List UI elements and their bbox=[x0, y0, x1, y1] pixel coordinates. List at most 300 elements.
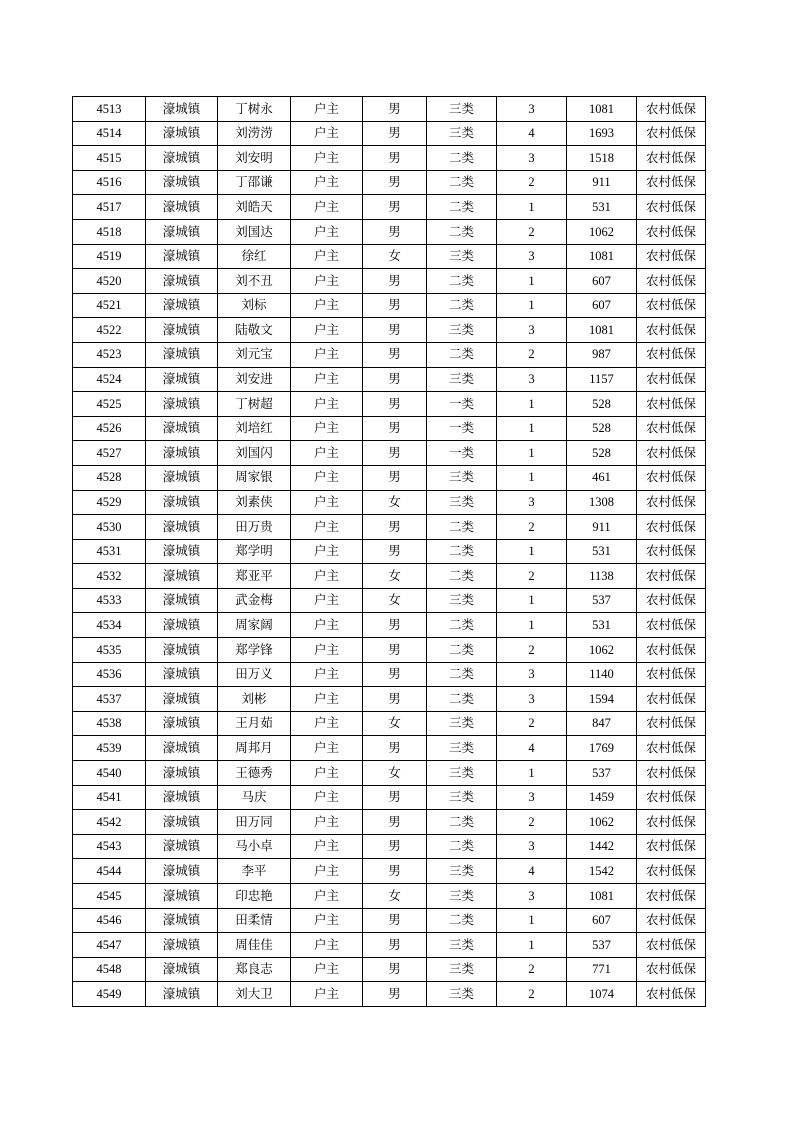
serial-number-cell: 4534 bbox=[73, 613, 146, 638]
gender-cell: 男 bbox=[363, 957, 427, 982]
amount-cell: 461 bbox=[567, 465, 637, 490]
serial-number-cell: 4513 bbox=[73, 97, 146, 122]
gender-cell: 男 bbox=[363, 785, 427, 810]
category-cell: 三类 bbox=[427, 121, 497, 146]
assistance-type-cell: 农村低保 bbox=[637, 515, 706, 540]
relation-cell: 户主 bbox=[291, 957, 363, 982]
serial-number-cell: 4522 bbox=[73, 318, 146, 343]
category-cell: 三类 bbox=[427, 785, 497, 810]
gender-cell: 男 bbox=[363, 293, 427, 318]
table-row bbox=[73, 711, 706, 736]
household-size-cell: 1 bbox=[497, 588, 567, 613]
gender-cell: 男 bbox=[363, 687, 427, 712]
relation-cell: 户主 bbox=[291, 97, 363, 122]
table-row bbox=[73, 982, 706, 1007]
gender-cell: 男 bbox=[363, 219, 427, 244]
category-cell: 二类 bbox=[427, 662, 497, 687]
amount-cell: 528 bbox=[567, 416, 637, 441]
serial-number-cell: 4523 bbox=[73, 342, 146, 367]
assistance-type-cell: 农村低保 bbox=[637, 342, 706, 367]
serial-number-cell: 4524 bbox=[73, 367, 146, 392]
amount-cell: 528 bbox=[567, 441, 637, 466]
town-cell: 濠城镇 bbox=[146, 539, 218, 564]
assistance-type-cell: 农村低保 bbox=[637, 392, 706, 417]
category-cell: 二类 bbox=[427, 834, 497, 859]
amount-cell: 847 bbox=[567, 711, 637, 736]
amount-cell: 1081 bbox=[567, 318, 637, 343]
town-cell: 濠城镇 bbox=[146, 146, 218, 171]
household-size-cell: 1 bbox=[497, 293, 567, 318]
amount-cell: 1140 bbox=[567, 662, 637, 687]
town-cell: 濠城镇 bbox=[146, 441, 218, 466]
category-cell: 二类 bbox=[427, 219, 497, 244]
table-row bbox=[73, 490, 706, 515]
assistance-type-cell: 农村低保 bbox=[637, 195, 706, 220]
serial-number-cell: 4532 bbox=[73, 564, 146, 589]
household-size-cell: 1 bbox=[497, 392, 567, 417]
table-row bbox=[73, 367, 706, 392]
name-cell: 郑学明 bbox=[218, 539, 291, 564]
relation-cell: 户主 bbox=[291, 884, 363, 909]
gender-cell: 男 bbox=[363, 170, 427, 195]
table-row bbox=[73, 662, 706, 687]
relation-cell: 户主 bbox=[291, 785, 363, 810]
category-cell: 三类 bbox=[427, 244, 497, 269]
household-size-cell: 1 bbox=[497, 416, 567, 441]
relation-cell: 户主 bbox=[291, 269, 363, 294]
assistance-type-cell: 农村低保 bbox=[637, 785, 706, 810]
household-size-cell: 3 bbox=[497, 146, 567, 171]
relation-cell: 户主 bbox=[291, 711, 363, 736]
name-cell: 田万贵 bbox=[218, 515, 291, 540]
name-cell: 周邦月 bbox=[218, 736, 291, 761]
household-size-cell: 2 bbox=[497, 638, 567, 663]
town-cell: 濠城镇 bbox=[146, 293, 218, 318]
category-cell: 三类 bbox=[427, 367, 497, 392]
amount-cell: 771 bbox=[567, 957, 637, 982]
relation-cell: 户主 bbox=[291, 244, 363, 269]
amount-cell: 911 bbox=[567, 170, 637, 195]
town-cell: 濠城镇 bbox=[146, 736, 218, 761]
town-cell: 濠城镇 bbox=[146, 834, 218, 859]
assistance-type-cell: 农村低保 bbox=[637, 982, 706, 1007]
name-cell: 丁树超 bbox=[218, 392, 291, 417]
name-cell: 丁邵谦 bbox=[218, 170, 291, 195]
name-cell: 刘国达 bbox=[218, 219, 291, 244]
household-size-cell: 1 bbox=[497, 269, 567, 294]
amount-cell: 1157 bbox=[567, 367, 637, 392]
table-body bbox=[73, 97, 706, 1007]
household-size-cell: 3 bbox=[497, 662, 567, 687]
serial-number-cell: 4540 bbox=[73, 761, 146, 786]
serial-number-cell: 4529 bbox=[73, 490, 146, 515]
name-cell: 刘素侠 bbox=[218, 490, 291, 515]
household-size-cell: 3 bbox=[497, 785, 567, 810]
assistance-type-cell: 农村低保 bbox=[637, 465, 706, 490]
assistance-type-cell: 农村低保 bbox=[637, 736, 706, 761]
town-cell: 濠城镇 bbox=[146, 318, 218, 343]
assistance-type-cell: 农村低保 bbox=[637, 638, 706, 663]
amount-cell: 531 bbox=[567, 539, 637, 564]
amount-cell: 537 bbox=[567, 761, 637, 786]
relation-cell: 户主 bbox=[291, 564, 363, 589]
category-cell: 三类 bbox=[427, 97, 497, 122]
category-cell: 二类 bbox=[427, 564, 497, 589]
relation-cell: 户主 bbox=[291, 293, 363, 318]
name-cell: 丁树永 bbox=[218, 97, 291, 122]
gender-cell: 男 bbox=[363, 367, 427, 392]
amount-cell: 607 bbox=[567, 293, 637, 318]
amount-cell: 607 bbox=[567, 269, 637, 294]
amount-cell: 1594 bbox=[567, 687, 637, 712]
assistance-type-cell: 农村低保 bbox=[637, 97, 706, 122]
gender-cell: 男 bbox=[363, 269, 427, 294]
household-size-cell: 1 bbox=[497, 441, 567, 466]
table-row bbox=[73, 318, 706, 343]
relation-cell: 户主 bbox=[291, 170, 363, 195]
assistance-type-cell: 农村低保 bbox=[637, 933, 706, 958]
category-cell: 二类 bbox=[427, 293, 497, 318]
relation-cell: 户主 bbox=[291, 613, 363, 638]
household-size-cell: 3 bbox=[497, 490, 567, 515]
name-cell: 武金梅 bbox=[218, 588, 291, 613]
gender-cell: 男 bbox=[363, 97, 427, 122]
category-cell: 一类 bbox=[427, 416, 497, 441]
household-size-cell: 4 bbox=[497, 121, 567, 146]
category-cell: 三类 bbox=[427, 490, 497, 515]
gender-cell: 男 bbox=[363, 859, 427, 884]
table-row bbox=[73, 785, 706, 810]
amount-cell: 607 bbox=[567, 908, 637, 933]
serial-number-cell: 4546 bbox=[73, 908, 146, 933]
town-cell: 濠城镇 bbox=[146, 613, 218, 638]
category-cell: 三类 bbox=[427, 933, 497, 958]
town-cell: 濠城镇 bbox=[146, 785, 218, 810]
category-cell: 三类 bbox=[427, 884, 497, 909]
household-size-cell: 3 bbox=[497, 884, 567, 909]
serial-number-cell: 4519 bbox=[73, 244, 146, 269]
name-cell: 田柔情 bbox=[218, 908, 291, 933]
town-cell: 濠城镇 bbox=[146, 933, 218, 958]
name-cell: 刘元宝 bbox=[218, 342, 291, 367]
assistance-type-cell: 农村低保 bbox=[637, 416, 706, 441]
assistance-type-cell: 农村低保 bbox=[637, 588, 706, 613]
amount-cell: 1308 bbox=[567, 490, 637, 515]
relation-cell: 户主 bbox=[291, 342, 363, 367]
gender-cell: 男 bbox=[363, 146, 427, 171]
name-cell: 刘标 bbox=[218, 293, 291, 318]
category-cell: 一类 bbox=[427, 441, 497, 466]
table-row bbox=[73, 170, 706, 195]
amount-cell: 1081 bbox=[567, 244, 637, 269]
household-size-cell: 2 bbox=[497, 170, 567, 195]
relation-cell: 户主 bbox=[291, 859, 363, 884]
town-cell: 濠城镇 bbox=[146, 810, 218, 835]
gender-cell: 男 bbox=[363, 465, 427, 490]
name-cell: 刘不丑 bbox=[218, 269, 291, 294]
category-cell: 三类 bbox=[427, 859, 497, 884]
serial-number-cell: 4517 bbox=[73, 195, 146, 220]
category-cell: 二类 bbox=[427, 908, 497, 933]
gender-cell: 男 bbox=[363, 810, 427, 835]
name-cell: 印忠艳 bbox=[218, 884, 291, 909]
table-row bbox=[73, 687, 706, 712]
serial-number-cell: 4543 bbox=[73, 834, 146, 859]
town-cell: 濠城镇 bbox=[146, 342, 218, 367]
gender-cell: 男 bbox=[363, 982, 427, 1007]
town-cell: 濠城镇 bbox=[146, 392, 218, 417]
serial-number-cell: 4516 bbox=[73, 170, 146, 195]
table-row bbox=[73, 146, 706, 171]
relation-cell: 户主 bbox=[291, 662, 363, 687]
gender-cell: 女 bbox=[363, 490, 427, 515]
category-cell: 三类 bbox=[427, 465, 497, 490]
amount-cell: 1081 bbox=[567, 884, 637, 909]
category-cell: 三类 bbox=[427, 982, 497, 1007]
household-size-cell: 2 bbox=[497, 219, 567, 244]
assistance-type-cell: 农村低保 bbox=[637, 564, 706, 589]
serial-number-cell: 4541 bbox=[73, 785, 146, 810]
relation-cell: 户主 bbox=[291, 834, 363, 859]
category-cell: 二类 bbox=[427, 687, 497, 712]
gender-cell: 男 bbox=[363, 342, 427, 367]
table-row bbox=[73, 810, 706, 835]
amount-cell: 1518 bbox=[567, 146, 637, 171]
household-size-cell: 1 bbox=[497, 933, 567, 958]
serial-number-cell: 4542 bbox=[73, 810, 146, 835]
household-size-cell: 1 bbox=[497, 908, 567, 933]
relation-cell: 户主 bbox=[291, 465, 363, 490]
table-row bbox=[73, 515, 706, 540]
household-size-cell: 1 bbox=[497, 761, 567, 786]
relation-cell: 户主 bbox=[291, 638, 363, 663]
relation-cell: 户主 bbox=[291, 367, 363, 392]
category-cell: 二类 bbox=[427, 613, 497, 638]
serial-number-cell: 4521 bbox=[73, 293, 146, 318]
gender-cell: 女 bbox=[363, 244, 427, 269]
name-cell: 周家银 bbox=[218, 465, 291, 490]
table-row bbox=[73, 539, 706, 564]
name-cell: 李平 bbox=[218, 859, 291, 884]
name-cell: 刘安明 bbox=[218, 146, 291, 171]
relation-cell: 户主 bbox=[291, 318, 363, 343]
relation-cell: 户主 bbox=[291, 515, 363, 540]
relation-cell: 户主 bbox=[291, 588, 363, 613]
assistance-type-cell: 农村低保 bbox=[637, 859, 706, 884]
serial-number-cell: 4528 bbox=[73, 465, 146, 490]
town-cell: 濠城镇 bbox=[146, 195, 218, 220]
assistance-type-cell: 农村低保 bbox=[637, 908, 706, 933]
name-cell: 刘涝涝 bbox=[218, 121, 291, 146]
category-cell: 二类 bbox=[427, 539, 497, 564]
name-cell: 郑学锋 bbox=[218, 638, 291, 663]
relation-cell: 户主 bbox=[291, 392, 363, 417]
amount-cell: 1442 bbox=[567, 834, 637, 859]
table-row bbox=[73, 441, 706, 466]
assistance-type-cell: 农村低保 bbox=[637, 441, 706, 466]
amount-cell: 531 bbox=[567, 195, 637, 220]
table-row bbox=[73, 97, 706, 122]
gender-cell: 男 bbox=[363, 441, 427, 466]
gender-cell: 男 bbox=[363, 121, 427, 146]
serial-number-cell: 4533 bbox=[73, 588, 146, 613]
name-cell: 刘国闪 bbox=[218, 441, 291, 466]
table-row bbox=[73, 957, 706, 982]
serial-number-cell: 4545 bbox=[73, 884, 146, 909]
table-row bbox=[73, 761, 706, 786]
table-row bbox=[73, 392, 706, 417]
category-cell: 三类 bbox=[427, 588, 497, 613]
household-size-cell: 1 bbox=[497, 465, 567, 490]
relation-cell: 户主 bbox=[291, 195, 363, 220]
table-row bbox=[73, 244, 706, 269]
assistance-type-cell: 农村低保 bbox=[637, 293, 706, 318]
gender-cell: 男 bbox=[363, 392, 427, 417]
serial-number-cell: 4548 bbox=[73, 957, 146, 982]
household-size-cell: 1 bbox=[497, 613, 567, 638]
serial-number-cell: 4549 bbox=[73, 982, 146, 1007]
assistance-type-cell: 农村低保 bbox=[637, 662, 706, 687]
serial-number-cell: 4527 bbox=[73, 441, 146, 466]
town-cell: 濠城镇 bbox=[146, 490, 218, 515]
category-cell: 三类 bbox=[427, 761, 497, 786]
table-row bbox=[73, 613, 706, 638]
town-cell: 濠城镇 bbox=[146, 170, 218, 195]
gender-cell: 女 bbox=[363, 884, 427, 909]
name-cell: 马小卓 bbox=[218, 834, 291, 859]
serial-number-cell: 4526 bbox=[73, 416, 146, 441]
assistance-type-cell: 农村低保 bbox=[637, 269, 706, 294]
assistance-type-cell: 农村低保 bbox=[637, 687, 706, 712]
assistance-type-cell: 农村低保 bbox=[637, 834, 706, 859]
relation-cell: 户主 bbox=[291, 982, 363, 1007]
assistance-type-cell: 农村低保 bbox=[637, 711, 706, 736]
gender-cell: 男 bbox=[363, 662, 427, 687]
assistance-type-cell: 农村低保 bbox=[637, 170, 706, 195]
amount-cell: 1459 bbox=[567, 785, 637, 810]
assistance-type-cell: 农村低保 bbox=[637, 761, 706, 786]
category-cell: 二类 bbox=[427, 195, 497, 220]
relation-cell: 户主 bbox=[291, 219, 363, 244]
amount-cell: 1081 bbox=[567, 97, 637, 122]
serial-number-cell: 4525 bbox=[73, 392, 146, 417]
name-cell: 周家阔 bbox=[218, 613, 291, 638]
gender-cell: 男 bbox=[363, 195, 427, 220]
name-cell: 郑良志 bbox=[218, 957, 291, 982]
amount-cell: 528 bbox=[567, 392, 637, 417]
amount-cell: 1542 bbox=[567, 859, 637, 884]
serial-number-cell: 4531 bbox=[73, 539, 146, 564]
serial-number-cell: 4515 bbox=[73, 146, 146, 171]
serial-number-cell: 4538 bbox=[73, 711, 146, 736]
household-size-cell: 2 bbox=[497, 515, 567, 540]
household-size-cell: 1 bbox=[497, 539, 567, 564]
serial-number-cell: 4520 bbox=[73, 269, 146, 294]
table-row bbox=[73, 416, 706, 441]
serial-number-cell: 4539 bbox=[73, 736, 146, 761]
amount-cell: 537 bbox=[567, 588, 637, 613]
table-row bbox=[73, 933, 706, 958]
name-cell: 刘大卫 bbox=[218, 982, 291, 1007]
gender-cell: 男 bbox=[363, 933, 427, 958]
serial-number-cell: 4537 bbox=[73, 687, 146, 712]
table-row bbox=[73, 588, 706, 613]
amount-cell: 1138 bbox=[567, 564, 637, 589]
name-cell: 王德秀 bbox=[218, 761, 291, 786]
amount-cell: 531 bbox=[567, 613, 637, 638]
gender-cell: 男 bbox=[363, 908, 427, 933]
gender-cell: 男 bbox=[363, 736, 427, 761]
household-size-cell: 3 bbox=[497, 367, 567, 392]
town-cell: 濠城镇 bbox=[146, 416, 218, 441]
serial-number-cell: 4514 bbox=[73, 121, 146, 146]
name-cell: 郑亚平 bbox=[218, 564, 291, 589]
name-cell: 马庆 bbox=[218, 785, 291, 810]
relation-cell: 户主 bbox=[291, 933, 363, 958]
town-cell: 濠城镇 bbox=[146, 982, 218, 1007]
gender-cell: 男 bbox=[363, 638, 427, 663]
name-cell: 田万义 bbox=[218, 662, 291, 687]
town-cell: 濠城镇 bbox=[146, 884, 218, 909]
amount-cell: 1693 bbox=[567, 121, 637, 146]
serial-number-cell: 4536 bbox=[73, 662, 146, 687]
town-cell: 濠城镇 bbox=[146, 564, 218, 589]
assistance-type-cell: 农村低保 bbox=[637, 490, 706, 515]
gender-cell: 男 bbox=[363, 416, 427, 441]
town-cell: 濠城镇 bbox=[146, 662, 218, 687]
table-row bbox=[73, 908, 706, 933]
town-cell: 濠城镇 bbox=[146, 97, 218, 122]
assistance-type-cell: 农村低保 bbox=[637, 219, 706, 244]
assistance-type-cell: 农村低保 bbox=[637, 146, 706, 171]
serial-number-cell: 4518 bbox=[73, 219, 146, 244]
gender-cell: 女 bbox=[363, 711, 427, 736]
category-cell: 二类 bbox=[427, 342, 497, 367]
table-row bbox=[73, 564, 706, 589]
category-cell: 二类 bbox=[427, 810, 497, 835]
table-row bbox=[73, 219, 706, 244]
table-row bbox=[73, 121, 706, 146]
relation-cell: 户主 bbox=[291, 761, 363, 786]
gender-cell: 男 bbox=[363, 613, 427, 638]
name-cell: 刘皓天 bbox=[218, 195, 291, 220]
town-cell: 濠城镇 bbox=[146, 761, 218, 786]
table-row bbox=[73, 465, 706, 490]
assistance-type-cell: 农村低保 bbox=[637, 884, 706, 909]
household-size-cell: 1 bbox=[497, 195, 567, 220]
gender-cell: 男 bbox=[363, 515, 427, 540]
assistance-type-cell: 农村低保 bbox=[637, 957, 706, 982]
household-size-cell: 3 bbox=[497, 97, 567, 122]
assistance-type-cell: 农村低保 bbox=[637, 121, 706, 146]
table-row bbox=[73, 342, 706, 367]
town-cell: 濠城镇 bbox=[146, 219, 218, 244]
table-row bbox=[73, 195, 706, 220]
table-row bbox=[73, 638, 706, 663]
amount-cell: 1074 bbox=[567, 982, 637, 1007]
table-row bbox=[73, 884, 706, 909]
assistance-type-cell: 农村低保 bbox=[637, 367, 706, 392]
amount-cell: 911 bbox=[567, 515, 637, 540]
category-cell: 三类 bbox=[427, 957, 497, 982]
town-cell: 濠城镇 bbox=[146, 638, 218, 663]
gender-cell: 男 bbox=[363, 318, 427, 343]
gender-cell: 女 bbox=[363, 588, 427, 613]
gender-cell: 女 bbox=[363, 761, 427, 786]
name-cell: 刘培红 bbox=[218, 416, 291, 441]
amount-cell: 1769 bbox=[567, 736, 637, 761]
category-cell: 二类 bbox=[427, 269, 497, 294]
